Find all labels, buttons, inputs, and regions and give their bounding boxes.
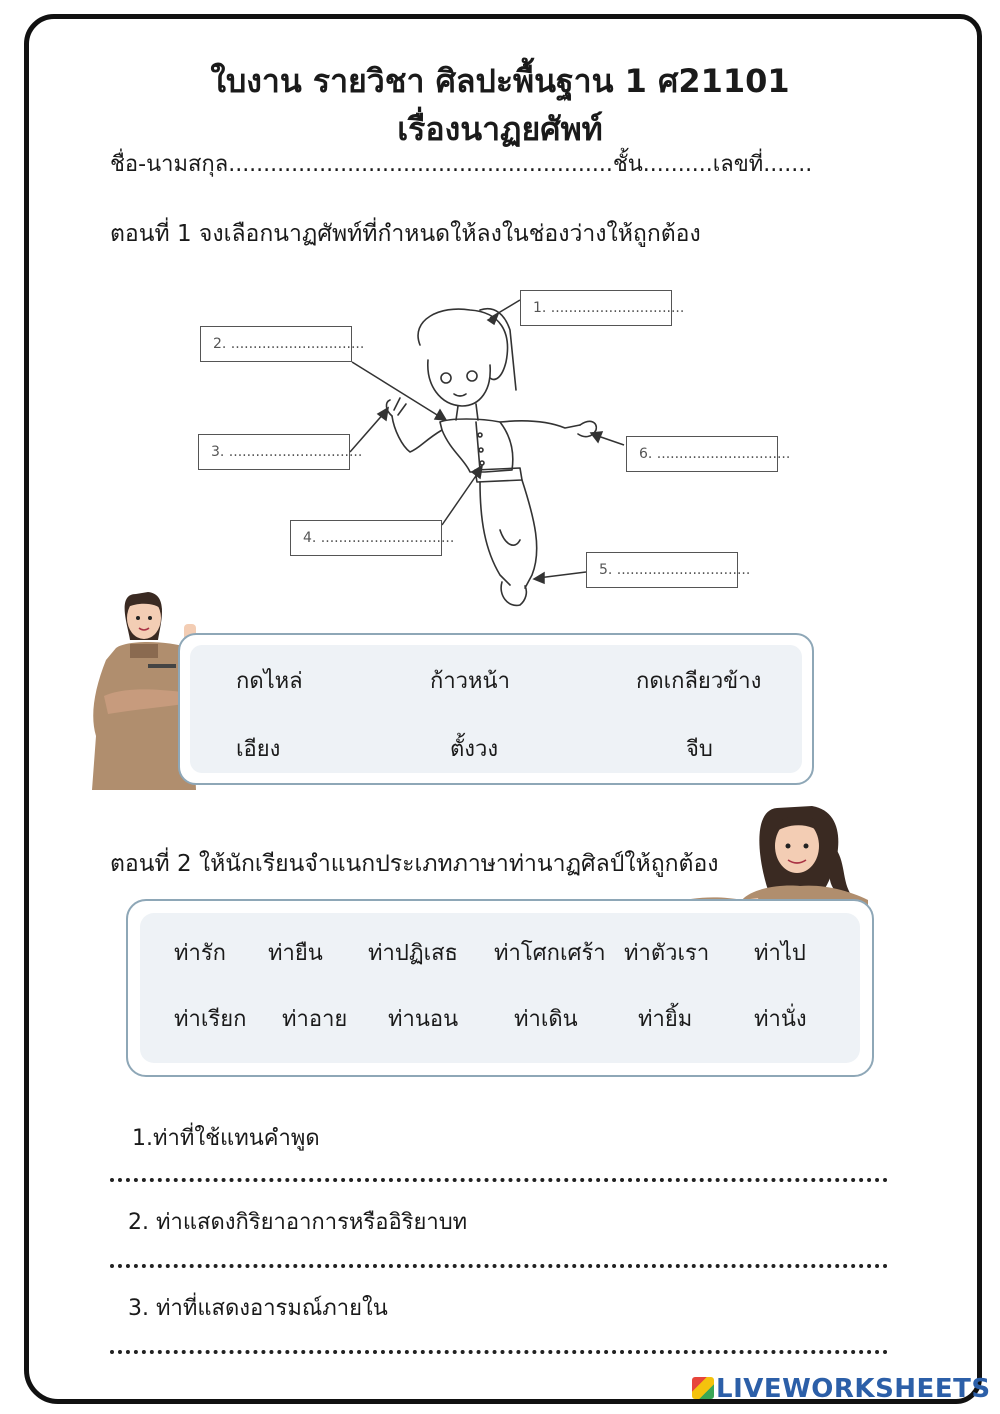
- label-box-4[interactable]: 4. ..............................: [290, 520, 442, 556]
- label-box-5[interactable]: 5. ..............................: [586, 552, 738, 588]
- word-chip[interactable]: จีบ: [686, 737, 713, 762]
- label-box-3[interactable]: 3. ..............................: [198, 434, 350, 470]
- question-2: 2. ท่าแสดงกิริยาอาการหรืออิริยาบท: [128, 1210, 468, 1235]
- word-bank-part1: [178, 633, 814, 785]
- answer-line-1[interactable]: [110, 1174, 888, 1182]
- word-chip[interactable]: ท่ายิ้ม: [638, 1007, 693, 1032]
- label-box-1[interactable]: 1. ..............................: [520, 290, 672, 326]
- worksheet-title: ใบงาน รายวิชา ศิลปะพื้นฐาน 1 ศ21101: [210, 62, 790, 100]
- question-3: 3. ท่าที่แสดงอารมณ์ภายใน: [128, 1296, 388, 1321]
- word-chip[interactable]: ตั้งวง: [450, 737, 499, 762]
- word-chip[interactable]: ท่ายืน: [268, 941, 323, 966]
- answer-line-3[interactable]: [110, 1346, 888, 1354]
- liveworksheets-badge-icon: [692, 1377, 714, 1399]
- word-chip[interactable]: ท่านอน: [388, 1007, 459, 1032]
- part1-instruction: ตอนที่ 1 จงเลือกนาฏศัพท์ที่กำหนดให้ลงในช่องว่างให้ถูกต้อง: [110, 221, 701, 247]
- dancer-diagram: [180, 270, 820, 620]
- word-chip[interactable]: เอียง: [236, 737, 281, 762]
- liveworksheets-logo: LIVEWORKSHEETS: [692, 1374, 991, 1404]
- label-box-6[interactable]: 6. ..............................: [626, 436, 778, 472]
- word-chip[interactable]: ท่านั่ง: [754, 1007, 807, 1032]
- question-1: 1.ท่าที่ใช้แทนคำพูด: [132, 1126, 320, 1151]
- word-chip[interactable]: กดเกลียวข้าง: [636, 669, 762, 694]
- answer-line-2[interactable]: [110, 1260, 888, 1268]
- word-chip[interactable]: ก้าวหน้า: [430, 669, 510, 694]
- word-chip[interactable]: ท่าโศกเศร้า: [494, 941, 606, 966]
- word-chip[interactable]: ท่าเดิน: [514, 1007, 578, 1032]
- label-box-2[interactable]: 2. ..............................: [200, 326, 352, 362]
- word-chip[interactable]: ท่าตัวเรา: [624, 941, 710, 966]
- word-bank-part2: [126, 899, 874, 1077]
- word-chip[interactable]: ท่าปฏิเสธ: [368, 941, 458, 966]
- word-chip[interactable]: กดไหล่: [236, 669, 303, 694]
- worksheet-subtitle: เรื่องนาฏยศัพท์: [397, 110, 603, 148]
- word-chip[interactable]: ท่าอาย: [282, 1007, 348, 1032]
- word-chip[interactable]: ท่าเรียก: [174, 1007, 247, 1032]
- part2-instruction: ตอนที่ 2 ให้นักเรียนจำแนกประเภทภาษาท่านาฏศิลป์ให้ถูกต้อง: [110, 851, 719, 877]
- word-chip[interactable]: ท่าไป: [754, 941, 806, 966]
- word-chip[interactable]: ท่ารัก: [174, 941, 226, 966]
- name-class-number-line[interactable]: ชื่อ-นามสกุล.......................................................ชั้น..........เลขที่.......: [110, 152, 813, 177]
